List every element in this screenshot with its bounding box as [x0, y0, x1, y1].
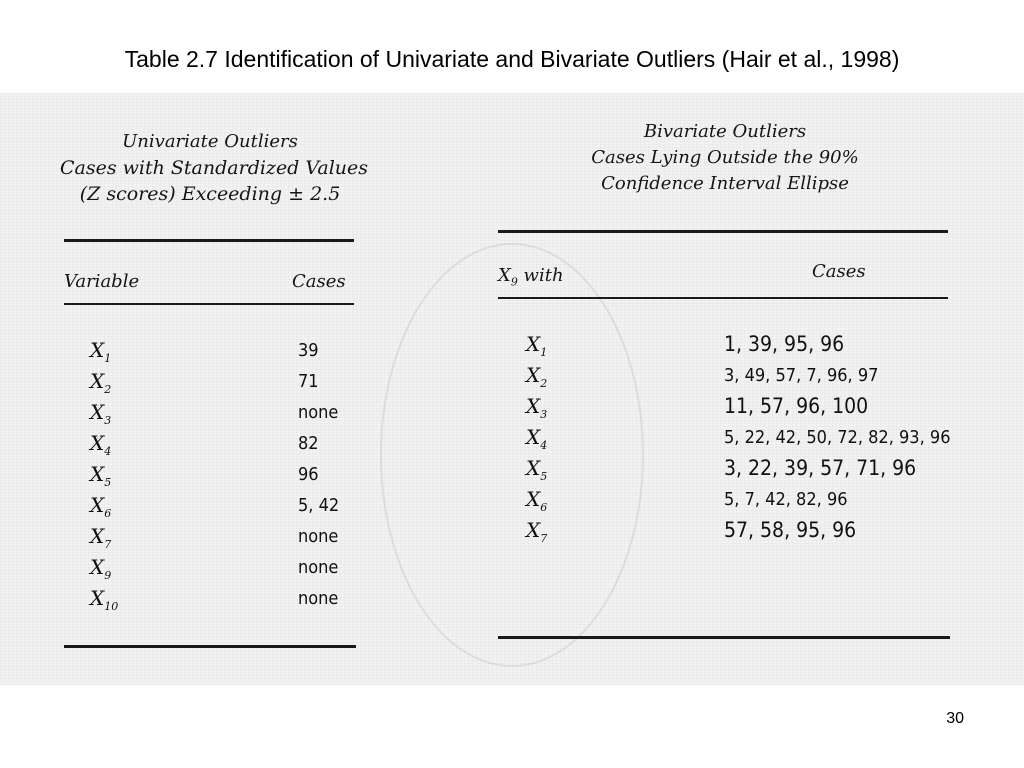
table-cell: 11, 57, 96, 100: [724, 394, 869, 418]
bivariate-top-rule: [498, 230, 948, 233]
table-row: $X_5$: [90, 462, 112, 489]
bivariate-col-variable: $X_9$ with: [498, 265, 564, 289]
univariate-title: [60, 129, 368, 207]
table-cell: none: [298, 526, 339, 547]
bivariate-title: [575, 119, 875, 197]
bivariate-col-cases: Cases: [812, 261, 866, 282]
table-cell: 5, 7, 42, 82, 96: [724, 489, 848, 510]
table-row: $X_4$: [526, 425, 548, 452]
univariate-top-rule: [64, 239, 354, 242]
table-cell: 3, 22, 39, 57, 71, 96: [724, 456, 917, 480]
table-row: $X_6$: [90, 493, 112, 520]
table-row: $X_4$: [90, 431, 112, 458]
univariate-variable-column: [90, 335, 118, 614]
table-row: $X_3$: [90, 400, 112, 427]
bivariate-cases-column: [724, 329, 951, 546]
univariate-title-line1: Univariate Outliers: [122, 131, 298, 152]
bivariate-variable-column: [526, 329, 547, 546]
table-cell: none: [298, 402, 339, 423]
bivariate-title-line3: Confidence Interval Ellipse: [601, 173, 849, 194]
table-row: $X_3$: [526, 394, 548, 421]
table-cell: 71: [298, 371, 319, 392]
table-cell: 5, 42: [298, 495, 340, 516]
table-cell: 39: [298, 340, 319, 361]
table-row: $X_7$: [90, 524, 112, 551]
scanned-table-image: [0, 93, 1024, 685]
table-cell: 5, 22, 42, 50, 72, 82, 93, 96: [724, 427, 951, 448]
univariate-title-line3: (Z scores) Exceeding ± 2.5: [79, 183, 341, 205]
page-number: 30: [946, 710, 964, 727]
table-cell: 82: [298, 433, 319, 454]
bivariate-header-rule: [498, 297, 948, 299]
bivariate-bottom-rule: [498, 636, 950, 639]
univariate-title-line2: Cases with Standardized Values: [60, 157, 368, 179]
univariate-col-cases: Cases: [292, 271, 346, 292]
table-row: $X_2$: [90, 369, 112, 396]
univariate-header-rule: [64, 303, 354, 305]
table-row: $X_{10}$: [90, 586, 119, 613]
univariate-col-variable: Variable: [64, 271, 140, 292]
table-row: $X_6$: [526, 487, 548, 514]
table-row: $X_1$: [90, 338, 112, 365]
univariate-bottom-rule: [64, 645, 356, 648]
table-cell: none: [298, 557, 339, 578]
table-row: $X_7$: [526, 518, 548, 545]
bivariate-title-line1: Bivariate Outliers: [643, 121, 807, 142]
bivariate-title-line2: Cases Lying Outside the 90%: [591, 147, 859, 168]
table-row: $X_9$: [90, 555, 112, 582]
univariate-cases-column: [298, 335, 339, 614]
table-cell: none: [298, 588, 339, 609]
table-row: $X_2$: [526, 363, 548, 390]
table-cell: 96: [298, 464, 319, 485]
faint-ellipse-shadow: [380, 243, 644, 667]
table-cell: 57, 58, 95, 96: [724, 518, 857, 542]
table-row: $X_5$: [526, 456, 548, 483]
table-cell: 3, 49, 57, 7, 96, 97: [724, 365, 879, 386]
table-row: $X_1$: [526, 332, 548, 359]
table-cell: 1, 39, 95, 96: [724, 332, 845, 356]
slide-title: Table 2.7 Identification of Univariate and Bivariate Outliers (Hair et al., 1998): [124, 46, 900, 72]
